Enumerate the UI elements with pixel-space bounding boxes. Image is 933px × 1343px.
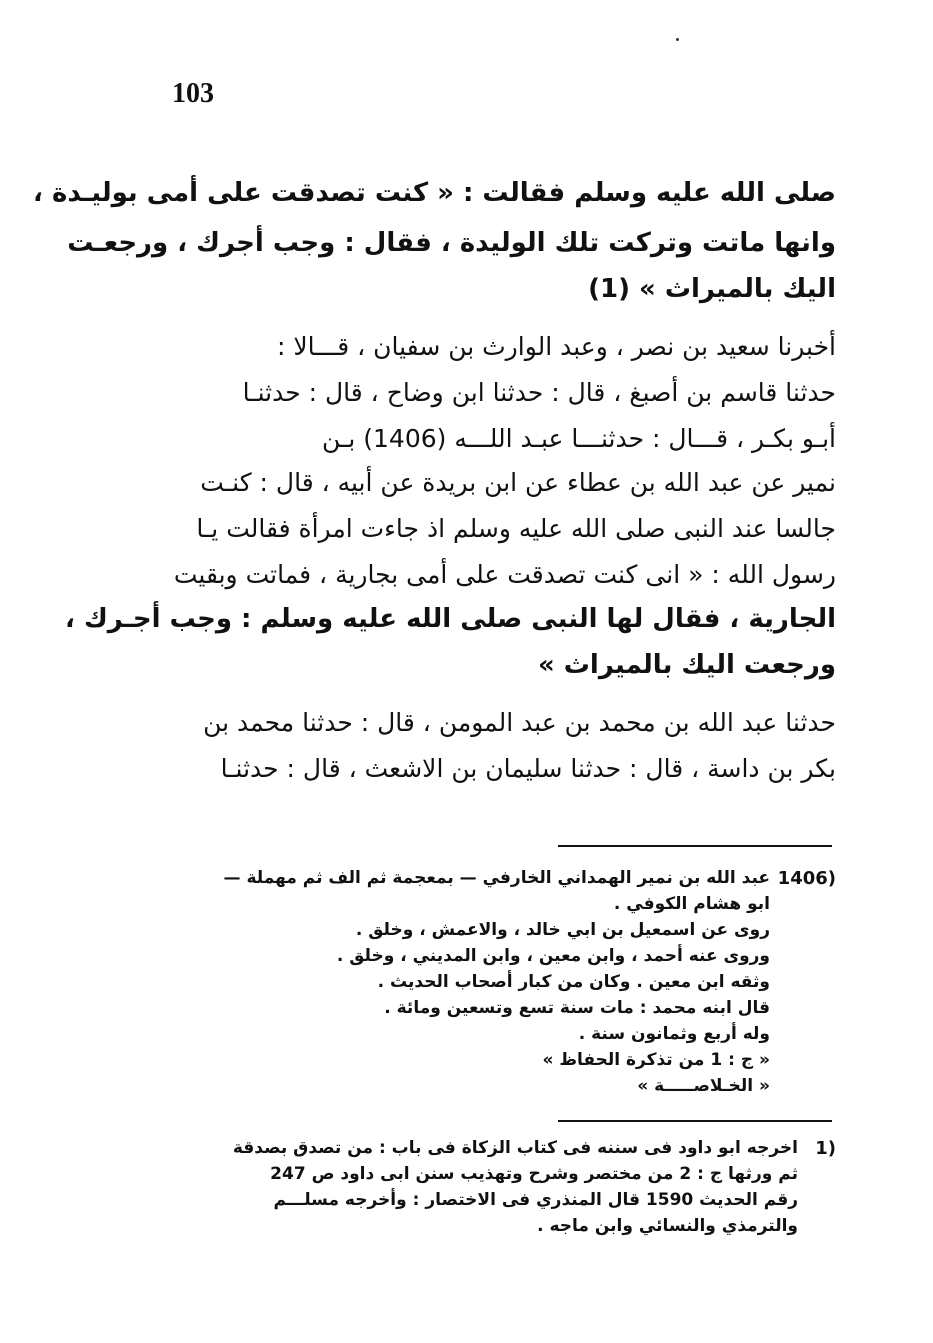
footnote-line: ابو هشام الكوفي . bbox=[613, 894, 770, 914]
footnote-line: « ج : 1 من تذكرة الحفاظ » bbox=[542, 1050, 770, 1070]
footnote-line: روى عن اسمعيل بن ابي خالد ، والاعمش ، وخلق . bbox=[355, 920, 770, 940]
footnote-ref-1: 1) bbox=[815, 1138, 836, 1159]
footnote-line: وثقه ابن معين . وكان من كبار أصحاب الحديث . bbox=[377, 972, 770, 992]
body-line: نمير عن عبد الله بن عطاء عن ابن بريدة عن أبيه ، قال : كنـت bbox=[200, 468, 836, 497]
footnote-line: وله أربع وثمانون سنة . bbox=[578, 1024, 770, 1044]
footnote-line: والترمذي والنسائي وابن ماجه . bbox=[537, 1216, 798, 1236]
footnote-line: وروى عنه أحمد ، وابن معين ، وابن المديني ، وخلق . bbox=[336, 946, 770, 966]
page-number: 103 bbox=[172, 78, 214, 109]
footnote-line: رقم الحديث 1590 قال المنذري فى الاختصار : وأخرجه مسلـــم bbox=[273, 1190, 798, 1210]
footnote-line: « الخـلاصـــــة » bbox=[637, 1076, 770, 1096]
body-line: أبـو بكـر ، قـــال : حدثنـــا عبـد اللـــه (1406) بـن bbox=[322, 424, 836, 453]
footnote-ref-1406: 1406) bbox=[777, 868, 836, 889]
body-line: أخبرنا سعيد بن نصر ، وعبد الوارث بن سفيان ، قـــالا : bbox=[277, 332, 836, 361]
body-line: صلى الله عليه وسلم فقالت : « كنت تصدقت على أمى بوليـدة ، bbox=[33, 178, 836, 208]
footnote-line: ثم ورثها ج : 2 من مختصر وشرح وتهذيب سنن ابى داود ص 247 bbox=[270, 1164, 798, 1184]
footnote-separator bbox=[558, 845, 832, 847]
body-line: جالسا عند النبى صلى الله عليه وسلم اذ جاءت امرأة فقالت يـا bbox=[196, 514, 836, 543]
body-line: الجارية ، فقال لها النبى صلى الله عليه وسلم : وجب أجـرك ، bbox=[65, 604, 836, 634]
footnote-separator bbox=[558, 1120, 832, 1122]
footnote-line: قال ابنه محمد : مات سنة تسع وتسعين ومائة . bbox=[384, 998, 770, 1018]
footnote-line: اخرجه ابو داود فى سننه فى كتاب الزكاة فى باب : من تصدق بصدقة bbox=[232, 1138, 798, 1158]
body-line: حدثنا قاسم بن أصبغ ، قال : حدثنا ابن وضاح ، قال : حدثنـا bbox=[242, 378, 836, 407]
footnote-line: عبد الله بن نمير الهمداني الخارفي — بمعجمة ثم الف ثم مهملة — bbox=[223, 868, 770, 888]
scan-speck bbox=[676, 38, 679, 41]
body-line: ورجعت اليك بالميراث » bbox=[537, 650, 836, 680]
body-line: حدثنا عبد الله بن محمد بن عبد المومن ، قال : حدثنا محمد بن bbox=[203, 708, 836, 737]
body-line: اليك بالميراث » (1) bbox=[588, 274, 836, 304]
body-line: رسول الله : « انى كنت تصدقت على أمى بجارية ، فماتت وبقيت bbox=[173, 560, 836, 589]
body-line: وانها ماتت وتركت تلك الوليدة ، فقال : وجب أجرك ، ورجعـت bbox=[67, 228, 836, 258]
body-line: بكر بن داسة ، قال : حدثنا سليمان بن الاشعث ، قال : حدثنـا bbox=[220, 754, 836, 783]
